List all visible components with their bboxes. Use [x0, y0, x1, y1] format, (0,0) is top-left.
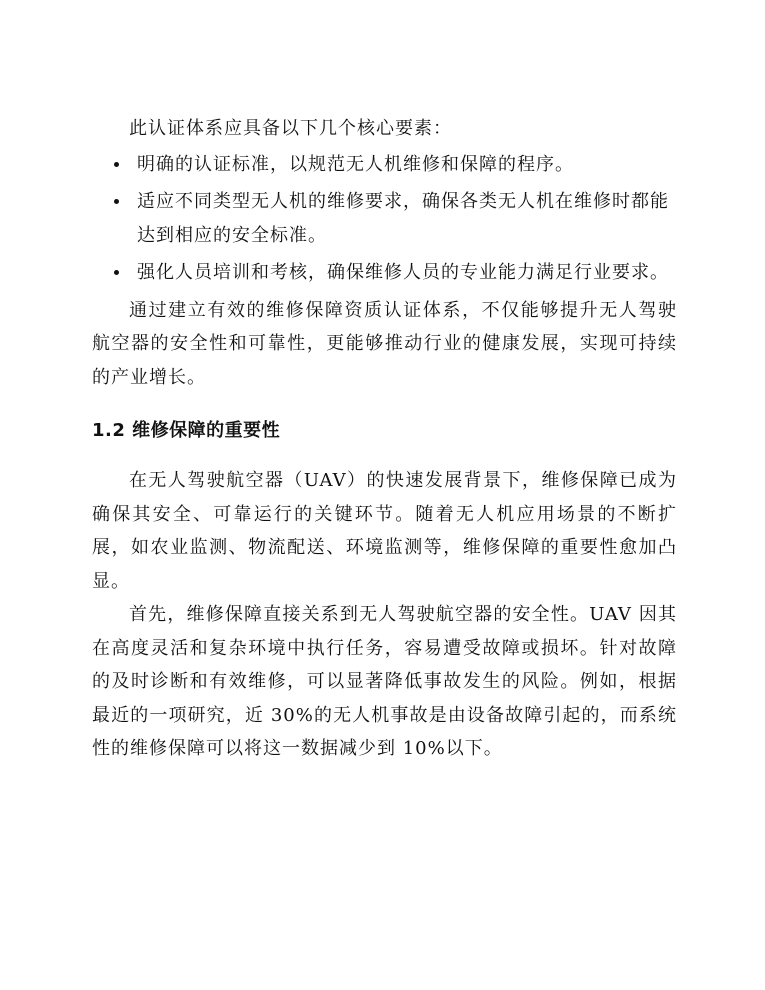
bullet-dot-icon — [114, 199, 119, 204]
body-paragraph-2: 首先，维修保障直接关系到无人驾驶航空器的安全性。UAV 因其在高度灵活和复杂环境中执行任务，容易遭受故障或损坏。针对故障的及时诊断和有效维修，可以显著降低事故发生的风险。例如，根据最近的一项研究，近 30%的无人机事故是由设备故障引起的，而系统性的维修保障可以将这一数据减少到 10%以下。 — [92, 604, 677, 759]
list-item — [92, 256, 677, 290]
list-item — [92, 148, 677, 182]
list-item — [92, 185, 677, 252]
body-paragraph-1: 在无人驾驶航空器（UAV）的快速发展背景下，维修保障已成为确保其安全、可靠运行的关键环节。随着无人机应用场景的不断扩展，如农业监测、物流配送、环境监测等，维修保障的重要性愈加凸显。 — [92, 470, 677, 592]
section-heading: 1.2 维修保障的重要性 — [92, 420, 281, 441]
bullet-text: 适应不同类型无人机的维修要求，确保各类无人机在维修时都能达到相应的安全标准。 — [137, 191, 669, 246]
summary-paragraph: 通过建立有效的维修保障资质认证体系，不仅能够提升无人驾驶航空器的安全性和可靠性，更能够推动行业的健康发展，实现可持续的产业增长。 — [92, 299, 677, 388]
bullet-dot-icon — [114, 162, 119, 167]
bullet-dot-icon — [114, 270, 119, 275]
page-content — [92, 112, 677, 766]
bullet-list — [92, 148, 677, 290]
bullet-text: 强化人员培训和考核，确保维修人员的专业能力满足行业要求。 — [137, 262, 669, 283]
bullet-text: 明确的认证标准，以规范无人机维修和保障的程序。 — [137, 153, 574, 175]
section-intro: 此认证体系应具备以下几个核心要素： — [129, 118, 452, 139]
